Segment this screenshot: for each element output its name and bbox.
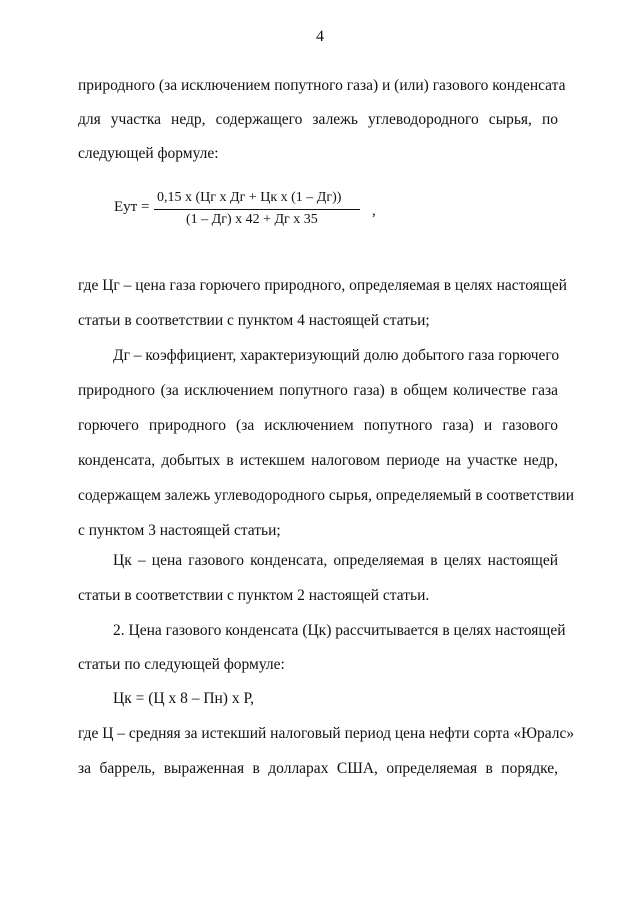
formula-comma: ,	[372, 203, 376, 219]
text-line: содержащем залежь углеводородного сырья, определяемый в соответствии	[78, 487, 574, 504]
formula-line: Цк = (Ц х 8 – Пн) х Р,	[113, 690, 255, 707]
text-line: 2. Цена газового конденсата (Цк) рассчитывается в целях настоящей	[113, 622, 566, 639]
text-line: Дг – коэффициент, характеризующий долю добытого газа горючего	[113, 347, 560, 364]
formula-lhs: Еут =	[114, 199, 150, 215]
text-line: где Ц – средняя за истекший налоговый период цена нефти сорта «Юралс»	[78, 725, 575, 742]
text-line: статьи в соответствии с пунктом 2 настоящей статьи.	[78, 587, 430, 604]
fraction-bar	[154, 209, 360, 210]
text-line: Цк – цена газового конденсата, определяемая в целях настоящей	[113, 552, 558, 569]
formula-numerator: 0,15 х (Цг х Дг + Цк х (1 – Дг))	[157, 190, 342, 205]
text-line: природного (за исключением попутного газа) в общем количестве газа	[78, 382, 558, 399]
text-line: с пунктом 3 настоящей статьи;	[78, 522, 281, 539]
text-line: для участка недр, содержащего залежь углеводородного сырья, по	[78, 111, 558, 128]
text-line: конденсата, добытых в истекшем налоговом периоде на участке недр,	[78, 452, 558, 469]
text-line: следующей формуле:	[78, 145, 219, 162]
text-line: природного (за исключением попутного газа) и (или) газового конденсата	[78, 77, 566, 94]
text-line: за баррель, выраженная в долларах США, определяемая в порядке,	[78, 760, 558, 777]
text-line: статьи в соответствии с пунктом 4 настоящей статьи;	[78, 312, 430, 329]
text-line: горючего природного (за исключением попутного газа) и газового	[78, 417, 558, 434]
page-number: 4	[316, 28, 324, 45]
text-line: статьи по следующей формуле:	[78, 656, 285, 673]
formula-denominator: (1 – Дг) х 42 + Дг х 35	[186, 212, 318, 227]
text-line: где Цг – цена газа горючего природного, определяемая в целях настоящей	[78, 277, 567, 294]
